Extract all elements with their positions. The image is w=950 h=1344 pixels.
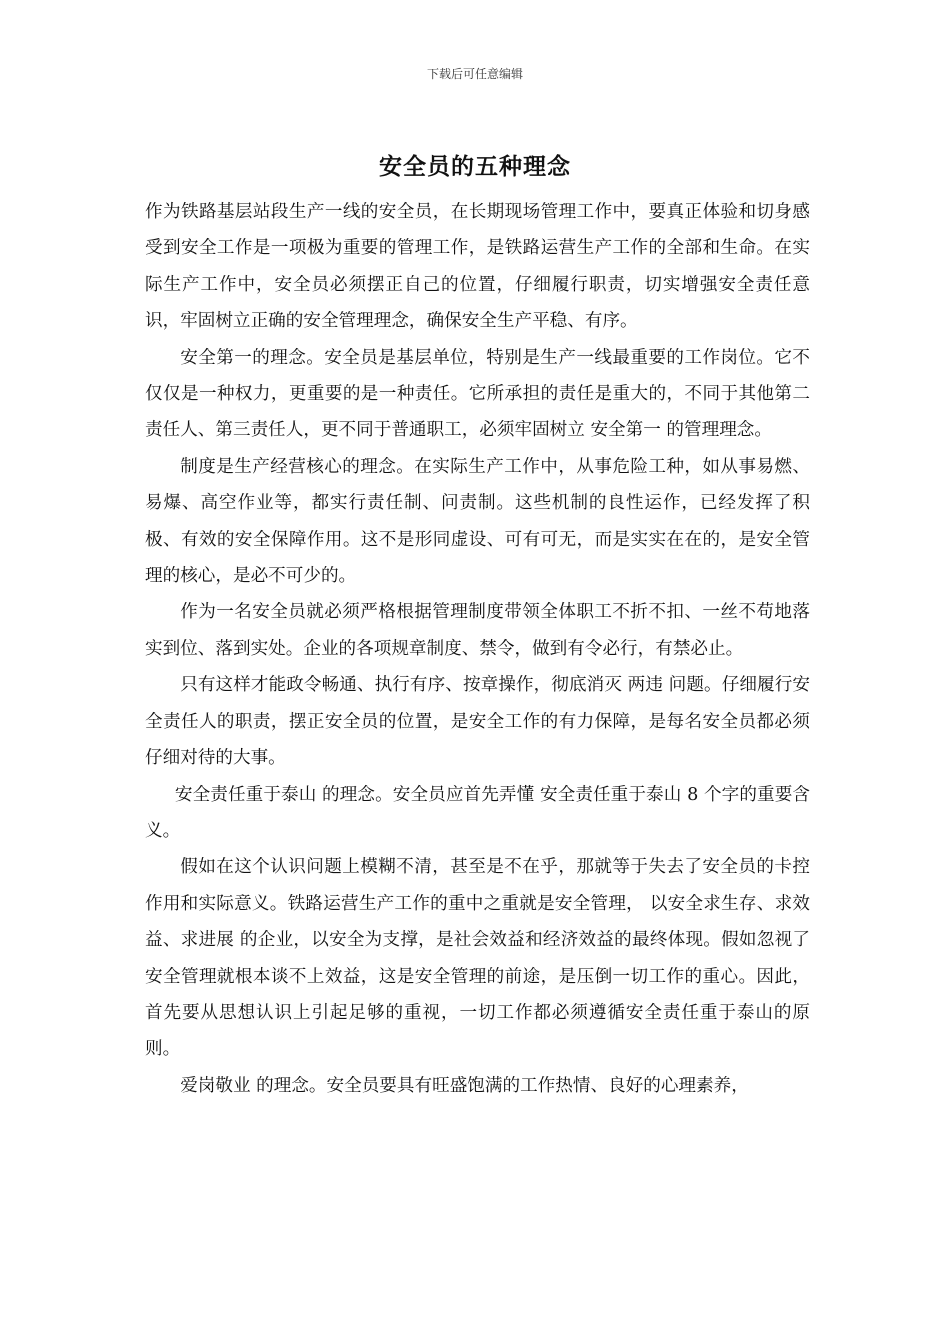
paragraph-dedication: 爱岗敬业 的理念。安全员要具有旺盛饱满的工作热情、良好的心理素养， (180, 1075, 749, 1096)
paragraph-order: 只有这样才能政令畅通、执行有序、按章操作，彻底消灭 两违 问题。仔细履行安全责任人的职责，摆正安全员的位置，是安全工作的有力保障，是每名安全员都必须仔细对待的大事。 (145, 675, 810, 769)
document-body (145, 194, 810, 1104)
paragraph-safety-first: 安全第一的理念。安全员是基层单位，特别是生产一线最重要的工作岗位。它不仅仅是一种权力，更重要的是一种责任。它所承担的责任是重大的，不同于其他第二责任人、第三责任人，更不同于普通职工，必须牢固树立 安全第一 的管理理念。 (145, 347, 810, 441)
document-title: 安全员的五种理念 (379, 154, 571, 180)
paragraph-safety-management: 假如在这个认识问题上模糊不清，甚至是不在乎，那就等于失去了安全员的卡控作用和实际意义。铁路运营生产工作的重中之重就是安全管理， 以安全求生存、求效益、求进展 的企业，以安全为支撑，是社会效益和经济效益的最终体现。假如忽视了安全管理就根本谈不上效益，这是安全管理的前途，是压倒一切工作的重心。因此，首先要从思想认识上引起足够的重视，一切工作都必须遵循安全责任重于泰山的原则。 (145, 857, 810, 1060)
paragraph-intro: 作为铁路基层站段生产一线的安全员，在长期现场管理工作中，要真正体验和切身感受到安全工作是一项极为重要的管理工作，是铁路运营生产工作的全部和生命。在实际生产工作中，安全员必须摆正自己的位置，仔细履行职责，切实增强安全责任意识，牢固树立正确的安全管理理念，确保安全生产平稳、有序。 (145, 202, 810, 332)
paragraph-strict-implementation: 作为一名安全员就必须严格根据管理制度带领全体职工不折不扣、一丝不苟地落实到位、落到实处。企业的各项规章制度、禁令，做到有令必行，有禁必止。 (145, 602, 810, 659)
header-note: 下载后可任意编辑 (426, 67, 523, 81)
paragraph-responsibility: 安全责任重于泰山 的理念。安全员应首先弄懂 安全责任重于泰山 8 个字的重要含义。 (145, 784, 810, 841)
paragraph-system-core: 制度是生产经营核心的理念。在实际生产工作中，从事危险工种，如从事易燃、易爆、高空作业等，都实行责任制、问责制。这些机制的良性运作，已经发挥了积极、有效的安全保障作用。这不是形同虚设、可有可无，而是实实在在的，是安全管理的核心，是必不可少的。 (145, 456, 810, 587)
